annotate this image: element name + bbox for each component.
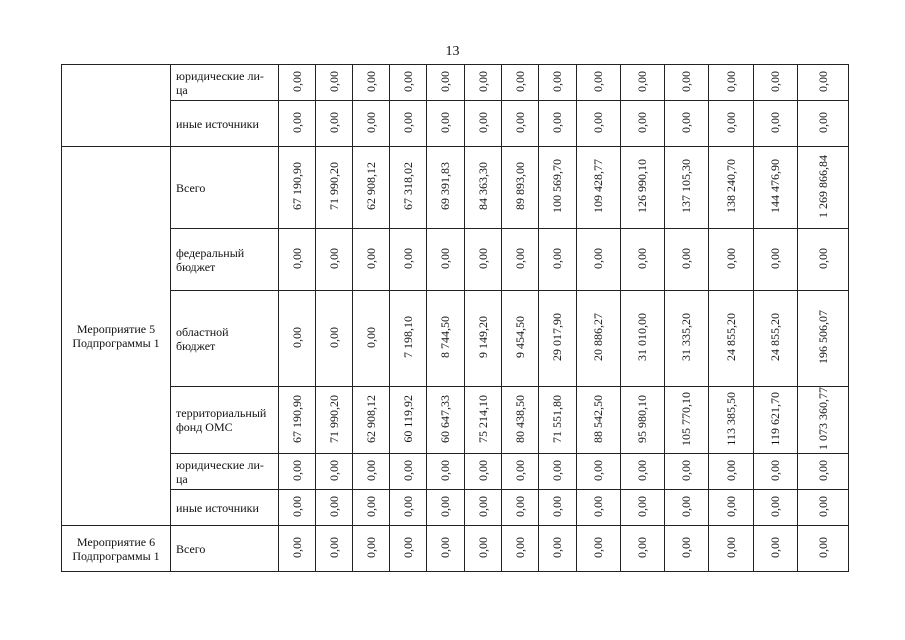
value-text: 67 318,02 bbox=[400, 162, 415, 210]
value-cell bbox=[709, 490, 754, 526]
value-cell bbox=[465, 490, 502, 526]
value-text: 8 744,50 bbox=[438, 316, 452, 358]
value-text: 0,00 bbox=[326, 536, 341, 558]
value-cell bbox=[709, 229, 754, 291]
table-body bbox=[62, 65, 849, 572]
value-cell bbox=[390, 454, 427, 490]
value-cell bbox=[502, 147, 539, 229]
value-cell bbox=[577, 526, 621, 572]
value-text: 0,00 bbox=[591, 247, 605, 269]
value-cell bbox=[427, 291, 465, 387]
table-row bbox=[62, 147, 849, 229]
event-name-cell: Мероприятие 6 Подпрограммы 1 bbox=[62, 526, 171, 572]
value-text: 67 190,90 bbox=[289, 162, 304, 210]
value-text: 0,00 bbox=[400, 536, 415, 558]
value-text: 0,00 bbox=[635, 247, 649, 269]
value-cell bbox=[798, 490, 849, 526]
value-cell bbox=[621, 490, 665, 526]
value-text: 71 990,20 bbox=[326, 162, 341, 210]
value-text: 0,00 bbox=[512, 70, 527, 92]
value-cell bbox=[502, 387, 539, 454]
funding-source-cell: федеральный бюджет bbox=[171, 229, 279, 291]
value-text: 0,00 bbox=[679, 247, 693, 269]
value-text: 0,00 bbox=[635, 536, 649, 558]
value-text: 0,00 bbox=[438, 495, 452, 517]
value-text: 0,00 bbox=[400, 111, 415, 133]
value-cell bbox=[665, 490, 709, 526]
value-text: 95 980,10 bbox=[635, 394, 649, 443]
value-cell bbox=[427, 490, 465, 526]
value-cell bbox=[798, 229, 849, 291]
value-text: 9 454,50 bbox=[512, 316, 527, 358]
value-text: 0,00 bbox=[512, 459, 527, 481]
value-text: 0,00 bbox=[475, 247, 490, 269]
value-text: 0,00 bbox=[363, 247, 378, 269]
value-text: 0,00 bbox=[512, 536, 527, 558]
value-text: 100 569,70 bbox=[550, 159, 564, 213]
value-cell bbox=[665, 229, 709, 291]
value-cell bbox=[665, 101, 709, 147]
value-text: 0,00 bbox=[679, 495, 693, 517]
funding-source-cell: Всего bbox=[171, 526, 279, 572]
value-cell bbox=[390, 101, 427, 147]
value-cell bbox=[502, 454, 539, 490]
value-cell bbox=[577, 490, 621, 526]
value-text: 0,00 bbox=[326, 459, 341, 481]
value-cell bbox=[316, 147, 353, 229]
value-text: 0,00 bbox=[815, 459, 830, 481]
value-cell bbox=[502, 490, 539, 526]
value-cell bbox=[577, 101, 621, 147]
value-text: 0,00 bbox=[326, 247, 341, 269]
value-cell bbox=[427, 147, 465, 229]
value-cell bbox=[353, 454, 390, 490]
value-text: 0,00 bbox=[326, 495, 341, 517]
value-text: 0,00 bbox=[723, 495, 738, 517]
value-cell bbox=[390, 229, 427, 291]
value-text: 1 073 360,77 bbox=[815, 387, 830, 450]
value-text: 0,00 bbox=[512, 495, 527, 517]
value-text: 62 908,12 bbox=[363, 162, 378, 210]
value-text: 0,00 bbox=[550, 495, 564, 517]
value-cell bbox=[798, 147, 849, 229]
value-cell bbox=[621, 387, 665, 454]
value-text: 71 551,80 bbox=[550, 394, 564, 443]
value-cell bbox=[316, 490, 353, 526]
value-text: 0,00 bbox=[679, 459, 693, 481]
table-row bbox=[62, 526, 849, 572]
value-cell bbox=[798, 291, 849, 387]
value-text: 0,00 bbox=[326, 326, 341, 348]
value-text: 0,00 bbox=[550, 247, 564, 269]
value-cell bbox=[539, 229, 577, 291]
value-cell bbox=[390, 65, 427, 101]
value-cell bbox=[621, 65, 665, 101]
value-cell bbox=[465, 101, 502, 147]
value-cell bbox=[279, 65, 316, 101]
value-cell bbox=[754, 454, 798, 490]
value-text: 0,00 bbox=[591, 70, 605, 92]
value-text: 89 893,00 bbox=[512, 162, 527, 210]
value-text: 0,00 bbox=[635, 111, 649, 133]
value-cell bbox=[709, 101, 754, 147]
value-text: 67 190,90 bbox=[289, 394, 304, 443]
value-cell bbox=[353, 490, 390, 526]
value-cell bbox=[798, 101, 849, 147]
value-cell bbox=[539, 454, 577, 490]
value-text: 0,00 bbox=[550, 111, 564, 133]
value-text: 0,00 bbox=[591, 536, 605, 558]
value-text: 0,00 bbox=[815, 111, 830, 133]
value-cell bbox=[502, 65, 539, 101]
value-text: 0,00 bbox=[723, 536, 738, 558]
value-text: 0,00 bbox=[438, 536, 452, 558]
value-cell bbox=[577, 454, 621, 490]
value-text: 1 269 866,84 bbox=[815, 154, 830, 218]
value-text: 0,00 bbox=[815, 495, 830, 517]
value-cell bbox=[465, 291, 502, 387]
value-cell bbox=[390, 291, 427, 387]
value-text: 113 385,50 bbox=[723, 391, 738, 446]
value-text: 31 335,20 bbox=[679, 313, 693, 361]
value-text: 0,00 bbox=[438, 459, 452, 481]
table-row bbox=[62, 291, 849, 387]
value-cell bbox=[665, 454, 709, 490]
value-cell bbox=[754, 147, 798, 229]
value-text: 137 105,30 bbox=[679, 159, 693, 213]
value-text: 0,00 bbox=[550, 459, 564, 481]
value-text: 0,00 bbox=[400, 459, 415, 481]
value-cell bbox=[427, 387, 465, 454]
value-text: 0,00 bbox=[475, 536, 490, 558]
value-cell bbox=[353, 229, 390, 291]
value-cell bbox=[279, 526, 316, 572]
table-row bbox=[62, 454, 849, 490]
value-text: 29 017,90 bbox=[550, 313, 564, 361]
value-cell bbox=[798, 454, 849, 490]
value-text: 0,00 bbox=[475, 70, 490, 92]
value-cell bbox=[621, 526, 665, 572]
value-text: 0,00 bbox=[363, 536, 378, 558]
value-text: 0,00 bbox=[591, 495, 605, 517]
value-cell bbox=[353, 387, 390, 454]
value-text: 0,00 bbox=[363, 70, 378, 92]
value-text: 0,00 bbox=[768, 70, 782, 92]
value-text: 126 990,10 bbox=[635, 159, 649, 213]
value-cell bbox=[390, 490, 427, 526]
value-cell bbox=[316, 526, 353, 572]
value-cell bbox=[465, 526, 502, 572]
value-cell bbox=[754, 490, 798, 526]
value-cell bbox=[465, 147, 502, 229]
table-row bbox=[62, 229, 849, 291]
value-text: 0,00 bbox=[475, 495, 490, 517]
table-row bbox=[62, 65, 849, 101]
value-text: 0,00 bbox=[679, 70, 693, 92]
value-text: 0,00 bbox=[512, 247, 527, 269]
value-text: 0,00 bbox=[768, 536, 782, 558]
value-cell bbox=[754, 526, 798, 572]
value-text: 0,00 bbox=[635, 70, 649, 92]
value-text: 0,00 bbox=[723, 247, 738, 269]
value-text: 0,00 bbox=[475, 111, 490, 133]
value-text: 0,00 bbox=[289, 495, 304, 517]
value-cell bbox=[665, 291, 709, 387]
value-text: 0,00 bbox=[289, 536, 304, 558]
value-text: 0,00 bbox=[289, 247, 304, 269]
value-cell bbox=[798, 387, 849, 454]
value-text: 0,00 bbox=[815, 536, 830, 558]
value-cell bbox=[279, 147, 316, 229]
value-cell bbox=[798, 65, 849, 101]
value-cell bbox=[427, 526, 465, 572]
value-cell bbox=[665, 526, 709, 572]
value-text: 0,00 bbox=[635, 459, 649, 481]
value-cell bbox=[465, 387, 502, 454]
value-cell bbox=[577, 147, 621, 229]
value-cell bbox=[621, 291, 665, 387]
value-text: 0,00 bbox=[815, 247, 830, 269]
value-text: 24 855,20 bbox=[723, 313, 738, 361]
table-row bbox=[62, 490, 849, 526]
value-text: 20 886,27 bbox=[591, 313, 605, 361]
value-cell bbox=[279, 101, 316, 147]
value-text: 0,00 bbox=[768, 495, 782, 517]
value-text: 109 428,77 bbox=[591, 159, 605, 213]
value-cell bbox=[279, 490, 316, 526]
value-cell bbox=[577, 229, 621, 291]
value-cell bbox=[539, 147, 577, 229]
value-cell bbox=[621, 147, 665, 229]
value-cell bbox=[709, 291, 754, 387]
value-cell bbox=[754, 65, 798, 101]
value-cell bbox=[316, 65, 353, 101]
value-cell bbox=[279, 229, 316, 291]
value-text: 9 149,20 bbox=[475, 316, 490, 358]
value-text: 0,00 bbox=[591, 111, 605, 133]
value-cell bbox=[427, 65, 465, 101]
value-cell bbox=[427, 101, 465, 147]
value-cell bbox=[709, 387, 754, 454]
value-text: 0,00 bbox=[326, 111, 341, 133]
value-text: 24 855,20 bbox=[768, 313, 782, 361]
value-cell bbox=[798, 526, 849, 572]
funding-source-cell: территориальный фонд ОМС bbox=[171, 387, 279, 454]
value-cell bbox=[621, 101, 665, 147]
value-cell bbox=[390, 147, 427, 229]
value-text: 0,00 bbox=[768, 111, 782, 133]
value-cell bbox=[539, 291, 577, 387]
value-text: 0,00 bbox=[363, 495, 378, 517]
value-cell bbox=[316, 387, 353, 454]
value-cell bbox=[577, 291, 621, 387]
value-text: 88 542,50 bbox=[591, 394, 605, 443]
value-cell bbox=[709, 65, 754, 101]
value-text: 0,00 bbox=[723, 459, 738, 481]
value-cell bbox=[502, 526, 539, 572]
value-text: 0,00 bbox=[438, 70, 452, 92]
value-text: 0,00 bbox=[768, 247, 782, 269]
value-cell bbox=[539, 101, 577, 147]
value-cell bbox=[665, 387, 709, 454]
value-cell bbox=[754, 291, 798, 387]
value-text: 138 240,70 bbox=[723, 159, 738, 213]
value-cell bbox=[539, 65, 577, 101]
value-cell bbox=[709, 526, 754, 572]
value-text: 0,00 bbox=[635, 495, 649, 517]
value-text: 71 990,20 bbox=[326, 394, 341, 443]
value-text: 0,00 bbox=[289, 326, 304, 348]
event-name-cell: Мероприятие 5 Подпрограммы 1 bbox=[62, 147, 171, 526]
value-cell bbox=[539, 526, 577, 572]
value-cell bbox=[709, 147, 754, 229]
funding-source-cell: областной бюджет bbox=[171, 291, 279, 387]
value-text: 0,00 bbox=[768, 459, 782, 481]
funding-source-cell: иные источники bbox=[171, 490, 279, 526]
value-text: 84 363,30 bbox=[475, 162, 490, 210]
value-text: 60 647,33 bbox=[438, 394, 452, 443]
value-text: 75 214,10 bbox=[475, 394, 490, 443]
value-text: 0,00 bbox=[363, 326, 378, 348]
value-cell bbox=[502, 229, 539, 291]
value-text: 0,00 bbox=[400, 495, 415, 517]
value-text: 0,00 bbox=[815, 70, 830, 92]
value-text: 0,00 bbox=[475, 459, 490, 481]
value-text: 0,00 bbox=[289, 459, 304, 481]
value-text: 0,00 bbox=[289, 111, 304, 133]
value-cell bbox=[465, 229, 502, 291]
value-cell bbox=[427, 229, 465, 291]
value-text: 0,00 bbox=[363, 111, 378, 133]
value-text: 60 119,92 bbox=[400, 394, 415, 443]
value-cell bbox=[465, 454, 502, 490]
value-text: 0,00 bbox=[679, 536, 693, 558]
value-cell bbox=[465, 65, 502, 101]
value-text: 69 391,83 bbox=[438, 162, 452, 210]
value-text: 0,00 bbox=[550, 536, 564, 558]
value-cell bbox=[353, 65, 390, 101]
value-cell bbox=[279, 291, 316, 387]
value-cell bbox=[502, 101, 539, 147]
value-cell bbox=[279, 387, 316, 454]
value-cell bbox=[754, 387, 798, 454]
value-cell bbox=[427, 454, 465, 490]
value-cell bbox=[754, 229, 798, 291]
value-text: 0,00 bbox=[591, 459, 605, 481]
value-cell bbox=[353, 526, 390, 572]
value-cell bbox=[621, 229, 665, 291]
value-text: 0,00 bbox=[679, 111, 693, 133]
event-name-cell bbox=[62, 65, 171, 147]
value-text: 0,00 bbox=[400, 70, 415, 92]
value-cell bbox=[621, 454, 665, 490]
value-text: 0,00 bbox=[438, 247, 452, 269]
value-cell bbox=[502, 291, 539, 387]
page-number: 13 bbox=[445, 44, 460, 59]
value-cell bbox=[316, 291, 353, 387]
funding-source-cell: иные источники bbox=[171, 101, 279, 147]
value-cell bbox=[316, 454, 353, 490]
value-cell bbox=[390, 387, 427, 454]
value-cell bbox=[353, 101, 390, 147]
table-row bbox=[62, 101, 849, 147]
value-cell bbox=[316, 101, 353, 147]
value-text: 0,00 bbox=[723, 111, 738, 133]
value-text: 0,00 bbox=[512, 111, 527, 133]
funding-source-cell: юридические ли- ца bbox=[171, 454, 279, 490]
value-cell bbox=[316, 229, 353, 291]
value-cell bbox=[754, 101, 798, 147]
value-cell bbox=[539, 387, 577, 454]
value-text: 0,00 bbox=[400, 247, 415, 269]
value-cell bbox=[577, 387, 621, 454]
value-cell bbox=[539, 490, 577, 526]
value-cell bbox=[665, 65, 709, 101]
value-text: 0,00 bbox=[363, 459, 378, 481]
value-text: 0,00 bbox=[723, 70, 738, 92]
value-text: 196 506,07 bbox=[815, 310, 830, 364]
value-text: 105 770,10 bbox=[679, 391, 693, 446]
value-text: 7 198,10 bbox=[400, 316, 415, 358]
value-text: 0,00 bbox=[438, 111, 452, 133]
value-cell bbox=[353, 147, 390, 229]
table-row bbox=[62, 387, 849, 454]
value-text: 144 476,90 bbox=[768, 159, 782, 213]
value-text: 31 010,00 bbox=[635, 313, 649, 361]
value-cell bbox=[665, 147, 709, 229]
value-text: 80 438,50 bbox=[512, 394, 527, 443]
value-cell bbox=[353, 291, 390, 387]
value-cell bbox=[577, 65, 621, 101]
value-text: 119 621,70 bbox=[768, 391, 782, 446]
value-cell bbox=[279, 454, 316, 490]
value-text: 0,00 bbox=[326, 70, 341, 92]
value-text: 62 908,12 bbox=[363, 394, 378, 443]
value-cell bbox=[709, 454, 754, 490]
funding-source-cell: юридические ли- ца bbox=[171, 65, 279, 101]
budget-table bbox=[61, 64, 849, 572]
value-cell bbox=[390, 526, 427, 572]
funding-source-cell: Всего bbox=[171, 147, 279, 229]
value-text: 0,00 bbox=[550, 70, 564, 92]
value-text: 0,00 bbox=[289, 70, 304, 92]
